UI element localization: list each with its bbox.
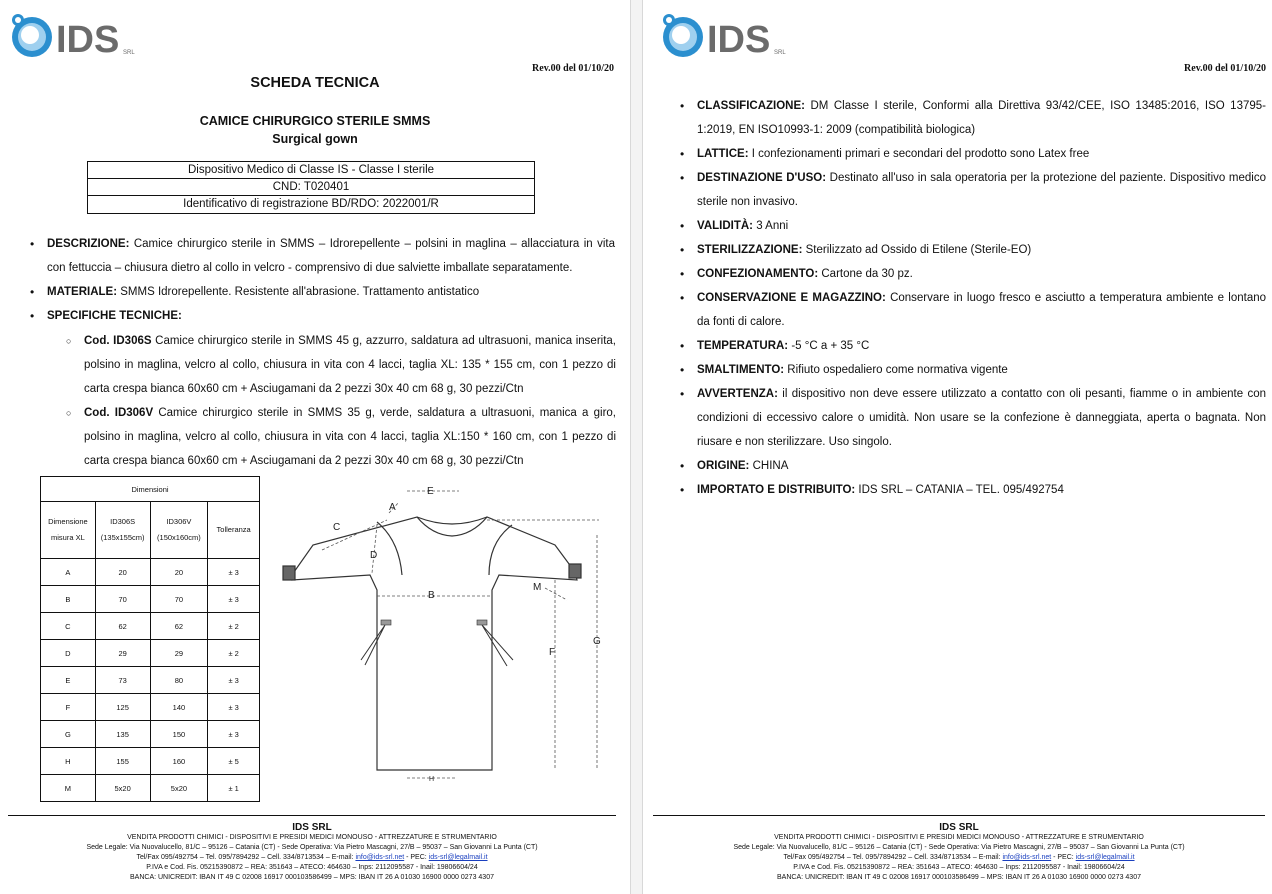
gown-neck	[417, 517, 487, 524]
dimensions-table	[40, 476, 260, 802]
list-item-importato: • IMPORTATO E DISTRIBUITO: IDS SRL – CATANIA – TEL. 095/492754	[680, 478, 1266, 502]
column-tolleranza: Tolleranza	[208, 502, 260, 559]
gown-diagram	[277, 480, 612, 795]
item-text: SMMS Idrorepellente. Resistente all'abrasione. Trattamento antistatico	[117, 286, 480, 298]
device-info-box	[87, 161, 535, 214]
logo-text: IDS	[707, 19, 771, 61]
footer-contacts: Tel/Fax 095/492754 – Tel. 095/7894292 – Cell. 334/8713534 – E-mail: info@ids-srl.net - PEC: ids-srl@legalmail.it	[783, 854, 1135, 861]
device-class: Dispositivo Medico di Classe IS - Classe I sterile	[88, 162, 534, 179]
column-dimension: Dimensione misura XL	[41, 502, 96, 559]
footer-tax-info: P.IVA e Cod. Fis. 05215390872 – REA: 351643 – ATECO: 464630 – Inps: 2112095587 - Inail: 19806604/24	[146, 864, 478, 871]
diagram-label-m: M	[533, 582, 542, 593]
dim-line-c	[322, 520, 387, 550]
table-row: D 29 29 ± 2	[41, 640, 260, 667]
item-text: Camice chirurgico sterile in SMMS – Idrorepellente – polsini in maglina – allacciatura in vita con fettuccia – chiusura dietro al collo in velcro - comprensivo di due salviette imballate separatamente.	[47, 238, 615, 274]
page-right	[643, 0, 1272, 894]
logo-suffix: SRL	[123, 50, 135, 56]
footer-address: Sede Legale: Via Nuovalucello, 81/C – 95126 – Catania (CT) - Sede Operativa: Via Pietro Mascagni, 27/B – 95037 – San Giovanni La Punta (CT)	[733, 844, 1185, 851]
page-gutter	[630, 0, 643, 894]
footer-email-link[interactable]: info@ids-srl.net	[1002, 854, 1052, 861]
device-registration: Identificativo di registrazione BD/RDO: 2022001/R	[183, 198, 439, 210]
list-item-validita: • VALIDITÀ: 3 Anni	[680, 214, 1266, 238]
list-item-origine: • ORIGINE: CHINA	[680, 454, 1266, 478]
list-item-smaltimento: • SMALTIMENTO: Rifiuto ospedaliero come normativa vigente	[680, 358, 1266, 382]
logo-suffix: SRL	[774, 50, 786, 56]
gown-tie-left	[361, 625, 385, 665]
footer-address: Sede Legale: Via Nuovalucello, 81/C – 95126 – Catania (CT) - Sede Operativa: Via Pietro Mascagni, 27/B – 95037 – San Giovanni La Punta (CT)	[86, 844, 538, 851]
column-id306v: ID306V (150x160cm)	[150, 502, 208, 559]
diagram-label-e: E	[427, 486, 434, 497]
gown-sleeve-seam-left	[377, 522, 402, 575]
spec-list	[66, 329, 616, 473]
logo-text: IDS	[56, 19, 120, 61]
diagram-label-c: C	[333, 522, 341, 533]
list-item-lattice: • LATTICE: I confezionamenti primari e secondari del prodotto sono Latex free	[680, 142, 1266, 166]
list-item-descrizione	[30, 232, 615, 280]
list-item-classificazione: • CLASSIFICAZIONE: DM Classe I sterile, Conformi alla Direttiva 93/42/CEE, ISO 13485:2016, ISO 13795-1:2019, EN ISO10993-1: 2009 (compatibilità biologica)	[680, 94, 1266, 142]
table-header: Dimensioni	[41, 477, 260, 502]
footer-tax-info: P.IVA e Cod. Fis. 05215390872 – REA: 351643 – ATECO: 464630 – Inps: 2112095587 - Inail: 19806604/24	[793, 864, 1125, 871]
table-row: C 62 62 ± 2	[41, 613, 260, 640]
gown-tie-right	[482, 625, 513, 666]
footer-title: IDS SRL	[292, 822, 332, 833]
document-title: SCHEDA TECNICA	[250, 75, 380, 91]
list-item-materiale	[30, 280, 615, 304]
gown-tie-knot-right	[477, 620, 487, 625]
table-row: E 73 80 ± 3	[41, 667, 260, 694]
description-list	[30, 232, 615, 328]
spec-text: Camice chirurgico sterile in SMMS 35 g, verde, saldatura a ultrasuoni, manica a giro, polsino in maglina, velcro al collo, chiusura in vita con 4 lacci, taglia XL:150 * 160 cm, con 1 pezzo di carta crespa bianca 60x60 cm + Asciugamani da 2 pezzi 30x 40 cm 68 g, 30 pezzi/Ctn	[84, 407, 616, 467]
item-label: DESCRIZIONE:	[47, 238, 130, 250]
footer-title: IDS SRL	[939, 822, 979, 833]
diagram-label-g: G	[593, 636, 601, 647]
spec-code: Cod. ID306S	[84, 335, 152, 347]
gown-tie-knot-left	[381, 620, 391, 625]
product-title: CAMICE CHIRURGICO STERILE SMMS	[199, 114, 431, 128]
list-item-conservazione: • CONSERVAZIONE E MAGAZZINO: Conservare in luogo fresco e asciutto a temperatura ambiente e lontano da fonti di calore.	[680, 286, 1266, 334]
spec-code: Cod. ID306V	[84, 407, 154, 419]
gown-outline	[292, 517, 577, 770]
diagram-label-f: F	[549, 647, 556, 658]
footer-activity: VENDITA PRODOTTI CHIMICI - DISPOSITIVI E PRESIDI MEDICI MONOUSO - ATTREZZATURE E STRUMENTARIO	[774, 834, 1144, 841]
spec-text: Camice chirurgico sterile in SMMS 45 g, azzurro, saldatura ad ultrasuoni, manica inserita, polsino in maglina, velcro al collo, chiusura in vita con 4 lacci, taglia XL: 135 * 155 cm, con 1 pezzo di carta crespa bianca 60x60 cm + Asciugamani da 2 pezzi 30x 40 cm 68 g, 30 pezzi/Ctn	[84, 335, 616, 395]
list-item-temperatura: • TEMPERATURA: -5 °C a + 35 °C	[680, 334, 1266, 358]
device-cnd: CND: T020401	[88, 179, 534, 196]
revision-label: Rev.00 del 01/10/20	[532, 63, 614, 74]
table-row: M 5x20 5x20 ± 1	[41, 775, 260, 802]
footer-activity: VENDITA PRODOTTI CHIMICI - DISPOSITIVI E PRESIDI MEDICI MONOUSO - ATTREZZATURE E STRUMENTARIO	[127, 834, 497, 841]
list-item-avvertenza: • AVVERTENZA: il dispositivo non deve essere utilizzato a contatto con oli pesanti, fiamme o in ambiente con condizioni di eccessivo calore o umidità. Non usare se la confezione è danneggiata, aperta o bagnata. Non riusare e non sterilizzare. Uso singolo.	[680, 382, 1266, 454]
footer	[8, 815, 616, 883]
item-label: SPECIFICHE TECNICHE:	[47, 310, 182, 322]
table-row: H 155 160 ± 5	[41, 748, 260, 775]
diagram-label-d: D	[370, 550, 378, 561]
footer-bank-info: BANCA: UNICREDIT: IBAN IT 49 C 02008 16917 000103586499 – MPS: IBAN IT 26 A 01030 16900 0000 0273 4307	[130, 874, 494, 881]
footer	[653, 815, 1265, 883]
gown-cuff-left	[283, 566, 295, 580]
revision-label: Rev.00 del 01/10/20	[1184, 63, 1266, 74]
footer-bank-info: BANCA: UNICREDIT: IBAN IT 49 C 02008 16917 000103586499 – MPS: IBAN IT 26 A 01030 16900 0000 0273 4307	[777, 874, 1141, 881]
ids-logo	[6, 8, 146, 63]
dim-line-d	[372, 525, 377, 573]
diagram-label-b: B	[428, 590, 435, 601]
item-label: MATERIALE:	[47, 286, 118, 298]
specification-list	[680, 94, 1266, 502]
spec-item-id306s	[66, 329, 616, 401]
diagram-label-h: H	[429, 776, 435, 783]
list-item-destinazione: • DESTINAZIONE D'USO: Destinato all'uso in sala operatoria per la protezione del paziente. Dispositivo medico sterile non invasivo.	[680, 166, 1266, 214]
footer-email-link[interactable]: info@ids-srl.net	[355, 854, 405, 861]
spec-item-id306v	[66, 401, 616, 473]
footer-contacts: Tel/Fax 095/492754 – Tel. 095/7894292 – Cell. 334/8713534 – E-mail: info@ids-srl.net - PEC: ids-srl@legalmail.it	[136, 854, 488, 861]
footer-pec-link[interactable]: ids-srl@legalmail.it	[1075, 854, 1135, 861]
ids-logo	[657, 8, 797, 63]
dim-line-m	[545, 588, 567, 600]
table-row: G 135 150 ± 3	[41, 721, 260, 748]
list-item-confezionamento: • CONFEZIONAMENTO: Cartone da 30 pz.	[680, 262, 1266, 286]
table-row: F 125 140 ± 3	[41, 694, 260, 721]
list-item-sterilizzazione: • STERILIZZAZIONE: Sterilizzato ad Ossido di Etilene (Sterile-EO)	[680, 238, 1266, 262]
gown-sleeve-seam-right	[489, 525, 512, 575]
footer-pec-link[interactable]: ids-srl@legalmail.it	[428, 854, 488, 861]
table-row: B 70 70 ± 3	[41, 586, 260, 613]
product-subtitle: Surgical gown	[272, 132, 358, 146]
diagram-label-a: A	[389, 502, 396, 513]
column-id306s: ID306S (135x155cm)	[95, 502, 150, 559]
page-left	[0, 0, 630, 894]
list-item-specifiche	[30, 304, 615, 328]
table-row: A 20 20 ± 3	[41, 559, 260, 586]
gown-cuff-right	[569, 564, 581, 578]
